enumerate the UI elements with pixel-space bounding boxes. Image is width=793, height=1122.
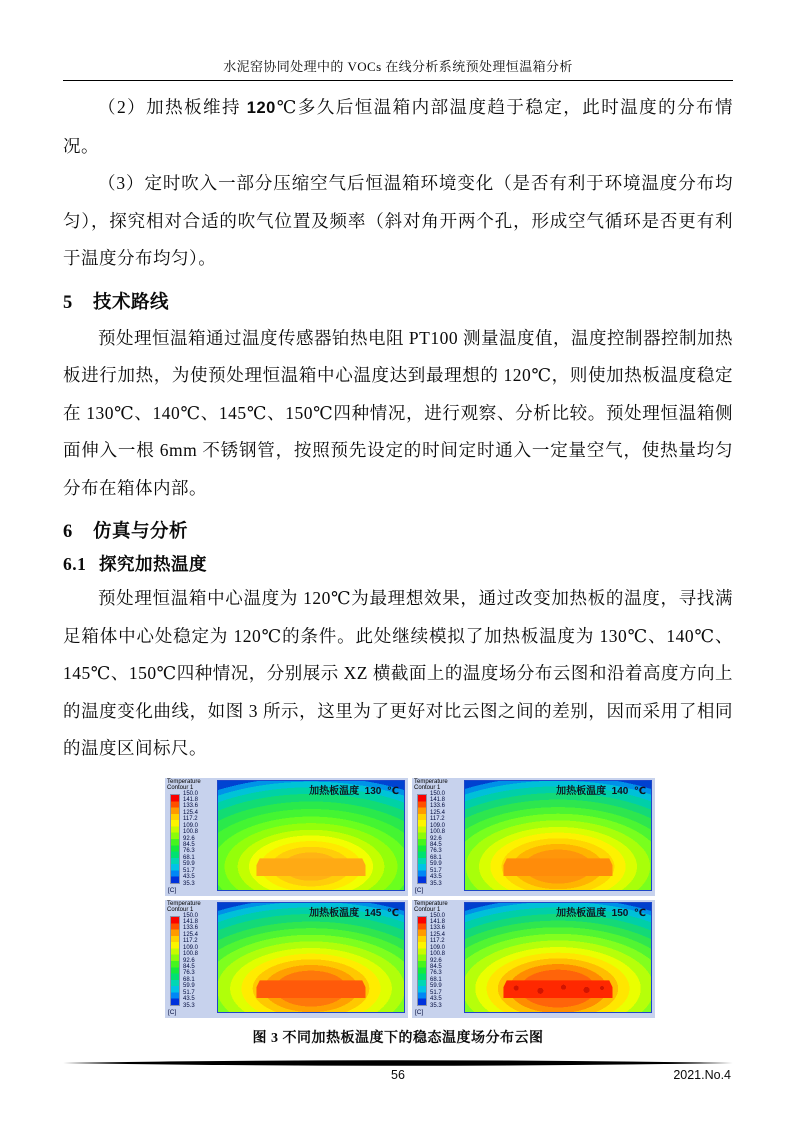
scale-tick-label: 141.8 bbox=[430, 918, 446, 925]
contour-plot-145c bbox=[165, 900, 408, 1018]
contour-plot-130c bbox=[165, 778, 408, 896]
scale-tick-label: 125.4 bbox=[183, 931, 199, 938]
scale-tick-label: 59.9 bbox=[430, 861, 442, 868]
scale-tick-label: 92.6 bbox=[430, 835, 442, 842]
colorbar-legend-title: Temperature Contour 1 bbox=[414, 900, 448, 913]
scale-tick-label: 125.4 bbox=[430, 809, 446, 816]
section-5-title: 技术路线 bbox=[93, 292, 170, 313]
colorbar-unit-label: [C] bbox=[415, 886, 424, 894]
section-6-1-paragraph: 预处理恒温箱中心温度为 120℃为最理想效果，通过改变加热板的温度，寻找满足箱体中心处稳定为 120℃的条件。此处继续模拟了加热板温度为 130℃、140℃、145℃、150℃四种情况，分别展示 XZ 横截面上的温度场分布云图和沿着高度方向上的温度变化曲线，如图 3 所示，这里为了更好对比云图之间的差别，因而采用了相同的温度区间标尺。 bbox=[63, 588, 733, 758]
heating-plate-region bbox=[503, 980, 612, 998]
scale-tick-label: 117.2 bbox=[183, 816, 198, 823]
section-6-1-heading bbox=[63, 551, 733, 576]
scale-tick-label: 35.3 bbox=[183, 1002, 195, 1009]
scale-tick-label: 68.1 bbox=[183, 854, 195, 861]
scale-tick-label: 92.6 bbox=[183, 957, 195, 964]
scale-tick-label: 51.7 bbox=[430, 867, 442, 874]
plot-title-145c: 加热板温度 145 ℃ bbox=[309, 907, 399, 919]
paragraph-item-3: （3）定时吹入一部分压缩空气后恒温箱环境变化（是否有利于环境温度分布均匀），探究相对合适的吹气位置及频率（斜对角开两个孔，形成空气循环是否更有利于温度分布均匀）。 bbox=[63, 173, 733, 268]
scale-tick-label: 76.3 bbox=[183, 848, 195, 855]
scale-tick-label: 84.5 bbox=[430, 842, 442, 848]
scale-tick-label: 68.1 bbox=[430, 854, 442, 861]
footer-rule bbox=[63, 1059, 733, 1067]
temperature-colorbar bbox=[417, 794, 427, 884]
figure-3-caption: 图 3 不同加热板温度下的稳态温度场分布云图 bbox=[252, 1030, 544, 1046]
contour-plot-140c bbox=[412, 778, 655, 896]
running-header bbox=[63, 56, 733, 81]
running-header-title: 水泥窑协同处理中的 VOCs 在线分析系统预处理恒温箱分析 bbox=[223, 59, 573, 74]
scale-tick-label: 133.6 bbox=[430, 925, 446, 932]
colorbar-unit-label: [C] bbox=[415, 1008, 424, 1016]
scale-tick-label: 117.2 bbox=[183, 938, 198, 945]
heating-plate-region bbox=[503, 858, 612, 876]
scale-tick-label: 150.0 bbox=[183, 912, 199, 919]
scale-tick-label: 100.8 bbox=[183, 829, 199, 836]
scale-tick-label: 35.3 bbox=[430, 880, 442, 887]
scale-tick-label: 150.0 bbox=[183, 790, 199, 797]
scale-tick-label: 76.3 bbox=[183, 970, 195, 977]
footer-text-row bbox=[63, 1068, 733, 1086]
scale-tick-label: 100.8 bbox=[430, 829, 446, 836]
scale-tick-label: 35.3 bbox=[183, 880, 195, 887]
temperature-colorbar bbox=[170, 916, 180, 1006]
scale-tick-label: 117.2 bbox=[430, 816, 445, 823]
scale-tick-label: 109.0 bbox=[430, 944, 446, 951]
section-6-title: 仿真与分析 bbox=[93, 522, 189, 542]
temperature-field-area bbox=[217, 902, 405, 1013]
scale-tick-label: 59.9 bbox=[183, 861, 195, 868]
paragraph-item-2 bbox=[63, 89, 733, 165]
colorbar-tick-labels bbox=[430, 791, 460, 888]
scale-tick-label: 92.6 bbox=[183, 835, 195, 842]
section-6-heading bbox=[63, 517, 733, 543]
contour-plot-150c bbox=[412, 900, 655, 1018]
scale-tick-label: 84.5 bbox=[430, 964, 442, 970]
scale-tick-label: 141.8 bbox=[183, 918, 199, 925]
temperature-field-area bbox=[464, 902, 652, 1013]
scale-tick-label: 43.5 bbox=[430, 874, 442, 881]
colorbar-tick-labels bbox=[183, 791, 213, 888]
section-5-heading bbox=[63, 288, 733, 314]
scale-tick-label: 68.1 bbox=[183, 976, 195, 983]
colorbar-legend-title: Temperature Contour 1 bbox=[167, 900, 201, 913]
colorbar-legend-title: Temperature Contour 1 bbox=[414, 778, 448, 791]
colorbar-legend-title: Temperature Contour 1 bbox=[167, 778, 201, 791]
scale-tick-label: 35.3 bbox=[430, 1002, 442, 1009]
colorbar-tick-labels bbox=[183, 913, 213, 1010]
scale-tick-label: 84.5 bbox=[183, 842, 195, 848]
temperature-field-area bbox=[464, 780, 652, 891]
scale-tick-label: 109.0 bbox=[183, 822, 199, 829]
scale-tick-label: 125.4 bbox=[183, 809, 199, 816]
scale-tick-label: 133.6 bbox=[430, 803, 446, 810]
scale-tick-label: 59.9 bbox=[183, 983, 195, 990]
scale-tick-label: 43.5 bbox=[183, 874, 195, 881]
scale-tick-label: 43.5 bbox=[430, 996, 442, 1003]
page-number: 56 bbox=[391, 1068, 405, 1082]
issue-label: 2021.No.4 bbox=[673, 1068, 731, 1082]
scale-tick-label: 84.5 bbox=[183, 964, 195, 970]
scale-tick-label: 100.8 bbox=[430, 951, 446, 958]
section-6-1-title: 探究加热温度 bbox=[99, 554, 207, 574]
scale-tick-label: 117.2 bbox=[430, 938, 445, 945]
temperature-field-area bbox=[217, 780, 405, 891]
paragraph-2-temperature-value: 120 bbox=[246, 99, 276, 117]
heating-plate-region bbox=[256, 858, 365, 876]
colorbar-unit-label: [C] bbox=[168, 886, 177, 894]
scale-tick-label: 51.7 bbox=[430, 989, 442, 996]
scale-tick-label: 100.8 bbox=[183, 951, 199, 958]
plot-title-140c: 加热板温度 140 ℃ bbox=[556, 785, 646, 797]
scale-tick-label: 59.9 bbox=[430, 983, 442, 990]
scale-tick-label: 133.6 bbox=[183, 803, 199, 810]
scale-tick-label: 150.0 bbox=[430, 790, 446, 797]
temperature-colorbar bbox=[170, 794, 180, 884]
scale-tick-label: 141.8 bbox=[183, 796, 199, 803]
figure-3-contour-grid bbox=[165, 778, 655, 1018]
scale-tick-label: 51.7 bbox=[183, 867, 195, 874]
colorbar-unit-label: [C] bbox=[168, 1008, 177, 1016]
heating-plate-region bbox=[256, 980, 365, 998]
scale-tick-label: 68.1 bbox=[430, 976, 442, 983]
scale-tick-label: 92.6 bbox=[430, 957, 442, 964]
section-6-1-number: 6.1 bbox=[63, 554, 87, 574]
scale-tick-label: 133.6 bbox=[183, 925, 199, 932]
section-5-paragraph: 预处理恒温箱通过温度传感器铂热电阻 PT100 测量温度值，温度控制器控制加热板进行加热，为使预处理恒温箱中心温度达到最理想的 120℃，则使加热板温度稳定在 130℃、140℃、145℃、150℃四种情况，进行观察、分析比较。预处理恒温箱侧面伸入一根 6mm 不锈钢管，按照预先设定的时间定时通入一定量空气，使热量均匀分布在箱体内部。 bbox=[63, 327, 733, 498]
plot-title-150c: 加热板温度 150 ℃ bbox=[556, 907, 646, 919]
plot-title-130c: 加热板温度 130 ℃ bbox=[309, 785, 399, 797]
scale-tick-label: 51.7 bbox=[183, 989, 195, 996]
page-footer bbox=[63, 1059, 733, 1086]
paragraph-2-prefix: （2）加热板维持 bbox=[98, 97, 247, 117]
scale-tick-label: 109.0 bbox=[430, 822, 446, 829]
section-6-number: 6 bbox=[63, 522, 73, 542]
scale-tick-label: 150.0 bbox=[430, 912, 446, 919]
temperature-colorbar bbox=[417, 916, 427, 1006]
scale-tick-label: 125.4 bbox=[430, 931, 446, 938]
scale-tick-label: 109.0 bbox=[183, 944, 199, 951]
paragraph-2-suffix: ℃多久后恒温箱内部温度趋于稳定，此时温度的分布情况。 bbox=[63, 97, 734, 156]
section-5-number: 5 bbox=[63, 292, 73, 313]
colorbar-tick-labels bbox=[430, 913, 460, 1010]
scale-tick-label: 43.5 bbox=[183, 996, 195, 1003]
scale-tick-label: 76.3 bbox=[430, 970, 442, 977]
scale-tick-label: 76.3 bbox=[430, 848, 442, 855]
scale-tick-label: 141.8 bbox=[430, 796, 446, 803]
